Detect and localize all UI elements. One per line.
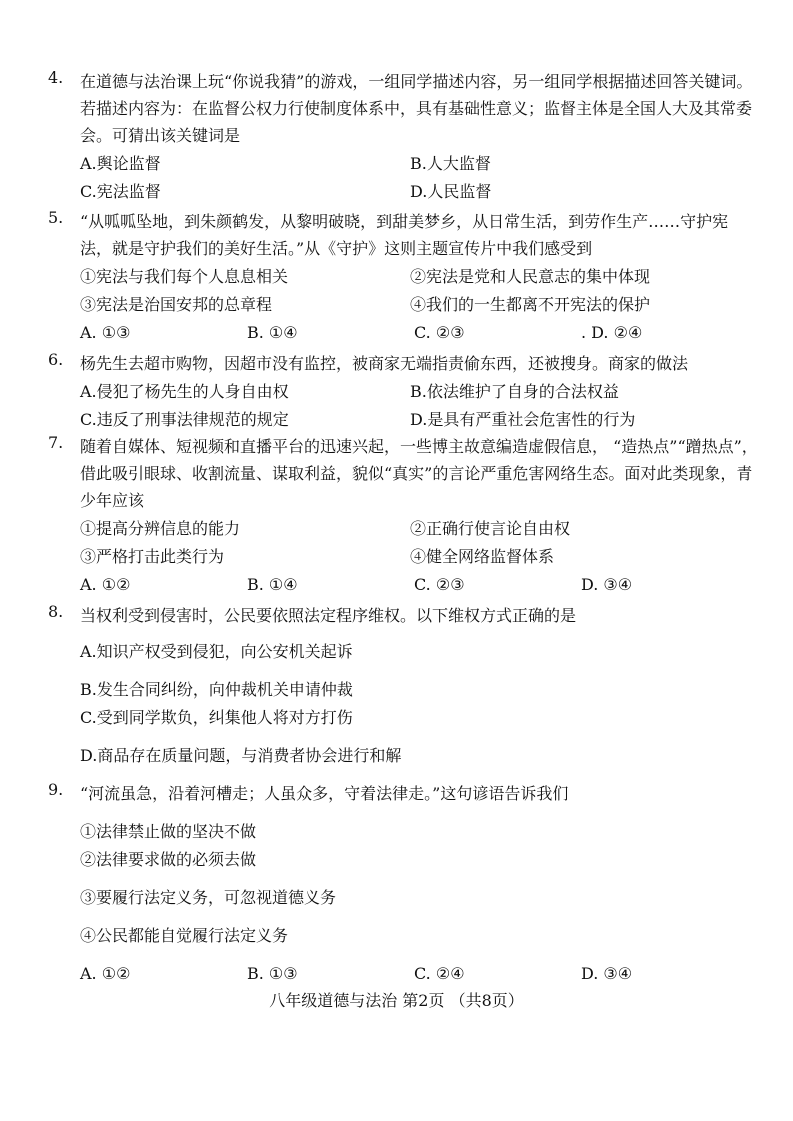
statements-row <box>80 290 758 318</box>
page-footer: 八年级道德与法治 第2页 （共8页） <box>269 991 524 1010</box>
statement-3: ③要履行法定义务，可忽视道德义务 <box>80 887 337 907</box>
statement-2: ②正确行使言论自由权 <box>410 518 571 538</box>
statements-row <box>80 262 758 290</box>
options-row <box>80 318 758 346</box>
options-row <box>80 149 758 177</box>
options-row <box>80 177 758 205</box>
options-row <box>80 959 758 987</box>
statement-4: ④我们的一生都离不开宪法的保护 <box>410 294 651 314</box>
option-b[interactable]: B.依法维护了自身的合法权益 <box>410 381 619 401</box>
option-d[interactable]: D.人民监督 <box>410 181 492 201</box>
statement-1: ①法律禁止做的坚决不做 <box>80 821 257 841</box>
statement-1: ①宪法与我们每个人息息相关 <box>80 266 289 286</box>
question-number: 7. <box>48 433 64 452</box>
options-row <box>80 570 758 598</box>
option-b[interactable]: B. ①④ <box>247 322 298 342</box>
option-c[interactable]: C.宪法监督 <box>80 181 161 201</box>
option-b[interactable]: B. ①④ <box>247 574 298 594</box>
statement-4: ④公民都能自觉履行法定义务 <box>80 925 289 945</box>
question-number: 4. <box>48 68 64 87</box>
option-b[interactable]: B. ①③ <box>247 963 298 983</box>
option-d[interactable]: D.商品存在质量问题，与消费者协会进行和解 <box>80 745 402 765</box>
option-d[interactable]: D.是具有严重社会危害性的行为 <box>410 409 636 429</box>
question-5 <box>48 208 758 346</box>
option-b[interactable]: B.人大监督 <box>410 153 491 173</box>
question-8 <box>48 602 758 769</box>
option-d[interactable]: D. ③④ <box>581 574 633 594</box>
option-c[interactable]: C. ②③ <box>414 574 465 594</box>
option-d[interactable]: . D. ②④ <box>581 322 643 342</box>
question-stem: 杨先生去超市购物，因超市没有监控，被商家无端指责偷东西，还被搜身。商家的做法 <box>80 354 689 373</box>
option-c[interactable]: C. ②③ <box>414 322 465 342</box>
statement-2: ②宪法是党和人民意志的集中体现 <box>410 266 651 286</box>
question-number: 6. <box>48 350 64 369</box>
option-c[interactable]: C.违反了刑事法律规范的规定 <box>80 409 289 429</box>
question-stem: “河流虽急，沿着河槽走；人虽众多，守着法律走。”这句谚语告诉我们 <box>80 784 569 803</box>
statement-4: ④健全网络监督体系 <box>410 546 555 566</box>
statement-1: ①提高分辨信息的能力 <box>80 518 241 538</box>
options-row <box>80 405 758 433</box>
question-number: 9. <box>48 780 64 799</box>
option-c[interactable]: C.受到同学欺负，纠集他人将对方打伤 <box>80 707 353 727</box>
option-a[interactable]: A.舆论监督 <box>80 153 161 173</box>
question-9 <box>48 780 758 987</box>
statement-3: ③宪法是治国安邦的总章程 <box>80 294 273 314</box>
question-stem: 随着自媒体、短视频和直播平台的迅速兴起，一些博主故意编造虚假信息， “造热点”“蹭热点”，借此吸引眼球、收割流量、谋取利益，貌似“真实”的言论严重危害网络生态。面对此类现象，青少年应该 <box>80 437 758 510</box>
statements-row <box>80 514 758 542</box>
option-a[interactable]: A. ①② <box>80 963 131 983</box>
question-number: 8. <box>48 602 64 621</box>
option-b[interactable]: B.发生合同纠纷，向仲裁机关申请仲裁 <box>80 679 353 699</box>
statement-2: ②法律要求做的必须去做 <box>80 849 257 869</box>
option-a[interactable]: A.知识产权受到侵犯，向公安机关起诉 <box>80 641 353 661</box>
statement-3: ③严格打击此类行为 <box>80 546 225 566</box>
statements-row <box>80 542 758 570</box>
option-c[interactable]: C. ②④ <box>414 963 465 983</box>
question-6 <box>48 350 758 433</box>
question-4 <box>48 68 758 205</box>
question-stem: 在道德与法治课上玩“你说我猜”的游戏，一组同学描述内容，另一组同学根据描述回答关键词。若描述内容为：在监督公权力行使制度体系中，具有基础性意义；监督主体是全国人大及其常委会。可猜出该关键词是 <box>80 72 753 145</box>
option-a[interactable]: A. ①② <box>80 574 131 594</box>
question-stem: “从呱呱坠地，到朱颜鹤发，从黎明破晓，到甜美梦乡，从日常生活，到劳作生产……守护宪法，就是守护我们的美好生活。”从《守护》这则主题宣传片中我们感受到 <box>80 212 729 258</box>
option-a[interactable]: A.侵犯了杨先生的人身自由权 <box>80 381 289 401</box>
option-a[interactable]: A. ①③ <box>80 322 131 342</box>
question-number: 5. <box>48 208 64 227</box>
option-d[interactable]: D. ③④ <box>581 963 633 983</box>
options-row <box>80 377 758 405</box>
question-stem: 当权利受到侵害时，公民要依照法定程序维权。以下维权方式正确的是 <box>80 606 577 625</box>
question-7 <box>48 433 758 598</box>
